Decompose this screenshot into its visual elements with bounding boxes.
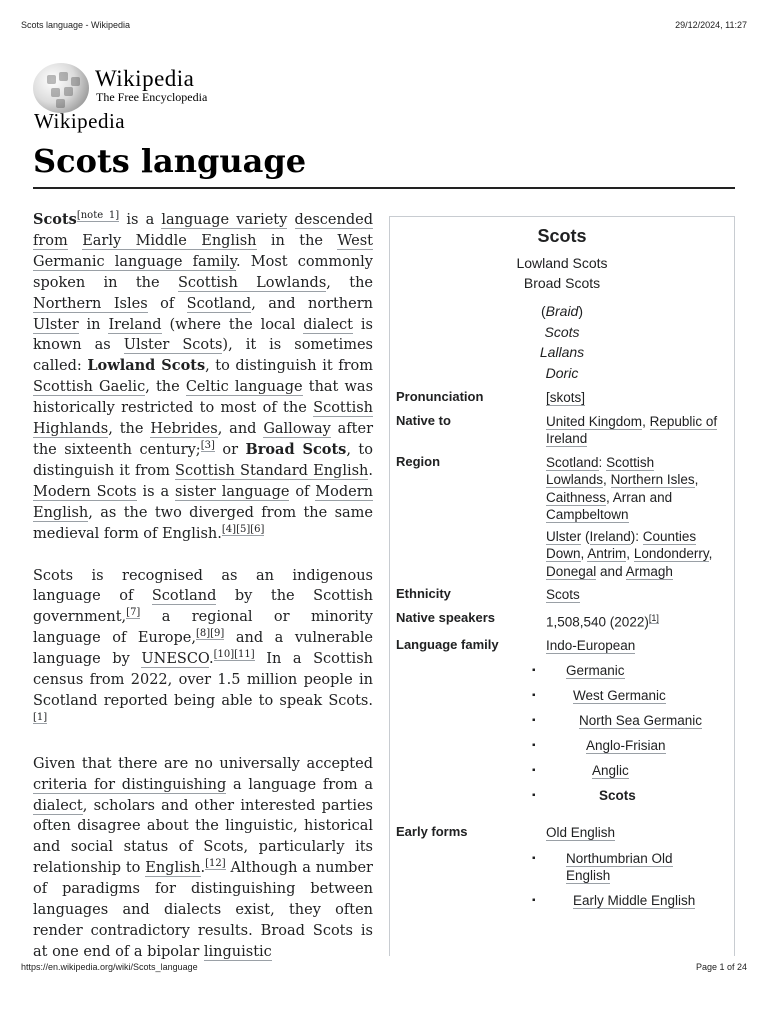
article-link[interactable]: Scotland — [151, 588, 217, 605]
article-link[interactable]: Modern English — [33, 483, 374, 521]
article-link[interactable]: dialect — [303, 316, 353, 333]
tree-item-current — [546, 787, 718, 804]
tree-item — [546, 737, 718, 754]
infobox-link[interactable]: Londonderry — [633, 546, 709, 561]
infobox-link[interactable]: Counties Down — [546, 528, 697, 561]
infobox-link[interactable]: Indo-European — [546, 637, 636, 653]
infobox-label: Ethnicity — [396, 586, 451, 601]
print-footer-page: Page 1 of 24 — [695, 962, 747, 972]
article-link[interactable]: criteria for distinguishing — [33, 776, 227, 793]
infobox-row-family — [390, 637, 734, 805]
infobox-native-name: (Braid) — [540, 303, 584, 319]
article-link[interactable]: language variety — [161, 212, 288, 228]
print-footer — [21, 962, 747, 972]
infobox-link[interactable]: West Germanic — [573, 688, 666, 703]
infobox-native-name: Lallans — [539, 344, 585, 360]
page-title: Scots language — [33, 142, 307, 180]
article-link[interactable]: Ulster Scots — [123, 337, 223, 354]
article-link[interactable]: Northern Isles — [33, 295, 148, 312]
citation-link[interactable]: [11] — [234, 649, 255, 661]
infobox-native-names — [390, 301, 734, 383]
article-link[interactable]: Hebrides — [150, 421, 218, 438]
infobox-link[interactable]: Scotland — [546, 454, 599, 470]
infobox-link[interactable]: Donegal — [546, 563, 597, 579]
family-tree — [546, 662, 718, 804]
citation-link[interactable]: [1] — [33, 712, 48, 724]
bold-term: Scots — [33, 211, 77, 228]
infobox-alt-name: Lowland Scots — [516, 255, 608, 271]
bold-term: Broad Scots — [245, 440, 347, 458]
infobox-alt-name: Broad Scots — [523, 275, 601, 291]
article-link[interactable]: dialect — [33, 797, 83, 814]
article-link[interactable]: English — [145, 860, 201, 877]
article-link[interactable]: descended from — [33, 212, 373, 249]
infobox-label: Language family — [396, 636, 499, 652]
infobox-label: Native speakers — [396, 609, 496, 625]
infobox-label: Region — [396, 453, 441, 469]
infobox-link[interactable]: Scots — [546, 587, 580, 602]
wikipedia-logo[interactable] — [33, 63, 233, 133]
article-link[interactable]: Ireland — [108, 316, 162, 333]
infobox-link[interactable]: North Sea Germanic — [579, 713, 703, 728]
infobox-label: Early forms — [396, 824, 468, 839]
article-link[interactable]: UNESCO — [141, 651, 209, 668]
infobox-link[interactable]: Old English — [546, 825, 616, 840]
wikipedia-tagline: The Free Encyclopedia — [96, 90, 208, 104]
citation-link[interactable]: [8] — [195, 628, 211, 640]
infobox-label: Native to — [396, 412, 451, 428]
infobox-link[interactable]: United Kingdom — [546, 413, 643, 429]
infobox-row-speakers — [390, 610, 734, 631]
infobox-native-name: Scots — [544, 323, 580, 340]
infobox-link[interactable]: Anglic — [592, 763, 629, 778]
citation-link[interactable]: [12] — [205, 858, 226, 870]
article-link[interactable]: West Germanic language family — [33, 232, 373, 270]
infobox-alt-names — [390, 253, 734, 293]
citation-link[interactable]: [6] — [250, 523, 265, 535]
citation-link[interactable]: [1] — [648, 612, 659, 623]
infobox-link[interactable]: Ireland — [589, 528, 631, 544]
infobox-link[interactable]: Armagh — [625, 563, 673, 579]
citation-link[interactable]: [3] — [200, 440, 215, 452]
bold-term: Lowland Scots — [87, 357, 206, 375]
language-infobox — [389, 216, 735, 956]
tree-item — [546, 892, 718, 909]
infobox-link[interactable]: Scottish Lowlands — [546, 454, 655, 487]
article-link[interactable]: Scottish Lowlands — [177, 274, 327, 291]
tree-item — [546, 762, 718, 779]
print-header-title: Scots language - Wikipedia — [21, 20, 131, 30]
infobox-title: Scots — [537, 226, 587, 246]
title-divider — [33, 187, 735, 189]
citation-link[interactable]: [9] — [210, 628, 225, 640]
article-link[interactable]: Ulster — [33, 316, 79, 333]
article-link[interactable]: Early Middle English — [82, 232, 257, 249]
wikipedia-wordmark-small: Wikipedia — [34, 109, 126, 133]
citation-link[interactable]: [7] — [126, 607, 141, 619]
article-link[interactable]: Scottish Highlands — [33, 400, 373, 438]
infobox-row-native-to: Native to United Kingdom, Republic of Ireland — [390, 413, 734, 448]
infobox-row-ethnicity — [390, 586, 734, 604]
print-header-datetime: 29/12/2024, 11:27 — [675, 20, 747, 30]
infobox-row-early-forms — [390, 824, 734, 909]
article-link[interactable]: Modern Scots — [33, 483, 137, 500]
pronunciation-link[interactable]: [skots] — [546, 390, 586, 405]
tree-item — [546, 850, 718, 884]
speaker-count: 1,508,540 (2022) — [546, 614, 649, 629]
infobox-link[interactable]: Northern Isles — [610, 472, 695, 487]
infobox-label: Pronunciation — [396, 389, 484, 404]
citation-link[interactable]: [note 1] — [76, 210, 120, 222]
article-link[interactable]: Galloway — [263, 421, 331, 438]
tree-item — [546, 662, 718, 679]
print-header — [21, 20, 747, 30]
infobox-link[interactable]: Caithness — [546, 489, 607, 505]
article-link[interactable]: Scottish Standard English — [175, 462, 369, 479]
article-link[interactable]: Celtic language — [185, 379, 303, 396]
infobox-link[interactable]: Early Middle English — [573, 892, 696, 908]
wikipedia-wordmark: Wikipedia — [95, 66, 195, 91]
article-link[interactable]: Scotland — [186, 295, 252, 312]
tree-item — [546, 687, 718, 704]
infobox-row-region: Region Scotland: Scottish Lowlands, Northern Isles, Caithness, Arran and Campbeltown Ulster (Ireland): Counties Down, Antrim, Londonderry, Donegal and Armagh — [390, 454, 734, 581]
infobox-link[interactable]: Anglo-Frisian — [586, 738, 666, 753]
infobox-row-pronunciation — [390, 389, 734, 407]
citation-link[interactable]: [10] — [213, 649, 235, 661]
infobox-link[interactable]: Republic of Ireland — [546, 413, 718, 446]
paragraph-status: Scots is recognised as an indigenous language of Scotland by the Scottish government,[7] a regional or minority language of Europe,[8][9] and a vulnerable language by UNESCO.[10][11] In a Scottish census from 2022, over 1.5 million people in Scotland reported being able to speak Scots.[1] — [33, 567, 374, 724]
tree-item — [546, 712, 718, 729]
early-forms-tree — [546, 850, 718, 909]
current-language: Scots — [599, 788, 636, 803]
wikipedia-globe-icon — [33, 63, 89, 113]
infobox-link[interactable]: Northumbrian Old English — [566, 850, 673, 883]
infobox-link[interactable]: Germanic — [566, 663, 625, 678]
infobox-link[interactable]: Ulster — [546, 528, 582, 544]
article-link[interactable]: linguistic — [203, 943, 272, 960]
article-body — [33, 210, 373, 984]
infobox-link[interactable]: Antrim — [587, 546, 627, 561]
paragraph-intro: Scots[note 1] is a language variety descended from Early Middle English in the West Germanic language family. Most commonly spoken in the Scottish Lowlands, the Northern Isles of Scotland, and northern Ulster in Ireland (where the local dialect is known as Ulster Scots), it is sometimes called: Lowland Scots, to distinguish it from Scottish Gaelic, the Celtic language that was historically restricted to most of the Scottish Highlands, the Hebrides, and Galloway after the sixteenth century;[3] or Broad Scots, to distinguish it from Scottish Standard English. Modern Scots is a sister language of Modern English, as the two diverged from the same medieval form of English.[4][5][6] — [33, 210, 374, 542]
article-link[interactable]: Scottish Gaelic — [33, 379, 146, 396]
infobox-native-name: Doric — [545, 364, 579, 381]
paragraph-dialect: Given that there are no universally accepted criteria for distinguishing a language from a dialect, scholars and other interested parties often disagree about the linguistic, historical and social status of Scots, particularly its relationship to English.[12] Although a number of paradigms for distinguishing between languages and dialects exist, they often render contradictory results. Broad Scots is at one end of a bipolar linguistic — [33, 755, 373, 960]
article-link[interactable]: sister language — [174, 483, 290, 500]
citation-link[interactable]: [4] — [221, 523, 237, 535]
citation-link[interactable]: [5] — [236, 523, 251, 535]
infobox-link[interactable]: Campbeltown — [546, 507, 629, 522]
print-footer-url: https://en.wikipedia.org/wiki/Scots_language — [21, 962, 198, 972]
